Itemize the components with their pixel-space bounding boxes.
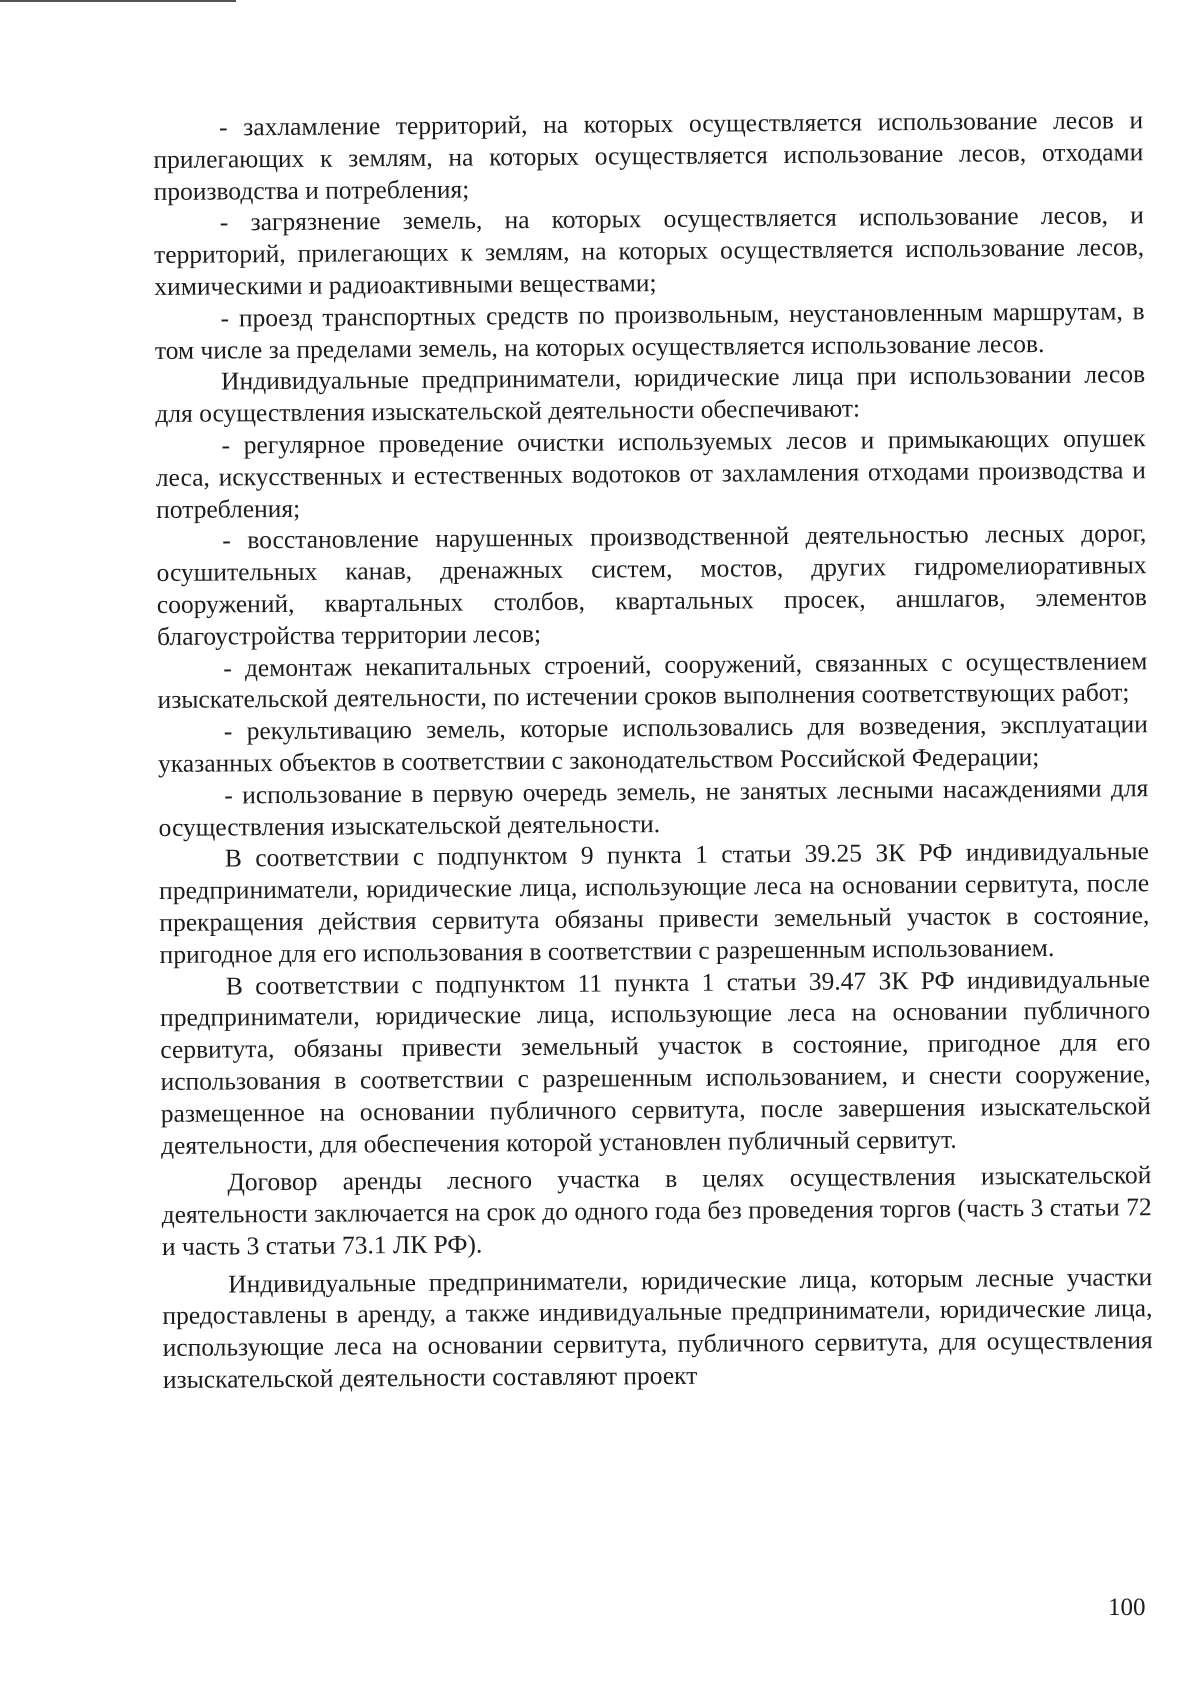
paragraph-1: - захламление территорий, на которых осуществляется использование лесов и прилегающих к землям, на которых осуществляется использование лесов, отходами производства и потребления; [153, 105, 1144, 206]
page-number: 100 [1108, 1594, 1146, 1621]
paragraph-3: - проезд транспортных средств по произвольным, неустановленным маршрутам, в том числе за пределами земель, на которых осуществляется использование лесов. [154, 295, 1145, 365]
paragraph-9: - использование в первую очередь земель, не занятых лесными насаждениями для осуществления изыскательской деятельности. [158, 772, 1149, 842]
paragraph-10: В соответствии с подпунктом 9 пункта 1 статьи 39.25 ЗК РФ индивидуальные предприниматели, юридические лица, использующие леса на основании сервитута, после прекращения действия сервитута обязаны привести земельный участок в состояние, пригодное для его использования в соответствии с разрешенным использованием. [159, 836, 1150, 969]
paragraph-7: - демонтаж некапитальных строений, сооружений, связанных с осуществлением изыскательской деятельности, по истечении сроков выполнения соответствующих работ; [157, 645, 1148, 715]
paragraph-8: - рекультивацию земель, которые использовались для возведения, эксплуатации указанных объектов в соответствии с законодательством Российской Федерации; [158, 709, 1148, 778]
paragraph-13: Индивидуальные предприниматели, юридические лица, которым лесные участки предоставлены в аренду, а также индивидуальные предприниматели, юридические лица, использующие леса на основании сервитута, публичного сервитута, для осуществления изыскательской деятельности составляют проект [162, 1261, 1153, 1395]
paragraph-6: - восстановление нарушенных производственной деятельностью лесных дорог, осушительных канав, дренажных систем, мостов, других гидромелиоративных сооружений, квартальных столбов, квартальных просек, аншлагов, элементов благоустройства территории лесов; [156, 518, 1147, 651]
top-rule [0, 0, 236, 2]
paragraph-12: Договор аренды лесного участка в целях осуществления изыскательской деятельности заключается на срок до одного года без проведения торгов (часть 3 статьи 72 и часть 3 статьи 73.1 ЛК РФ). [161, 1160, 1152, 1261]
paragraph-11: В соответствии с подпунктом 11 пункта 1 статьи 39.47 ЗК РФ индивидуальные предприниматели, юридические лица, использующие леса на основании публичного сервитута, обязаны привести земельный участок в состояние, пригодное для его использования в соответствии с разрешенным использованием, и снести сооружение, размещенное на основании публичного сервитута, после завершения изыскательской деятельности, для обеспечения которой установлен публичный сервитут. [160, 963, 1151, 1160]
paragraph-5: - регулярное проведение очистки используемых лесов и примыкающих опушек леса, искусственных и естественных водотоков от захламления отходами производства и потребления; [155, 423, 1146, 524]
document-body [153, 104, 1153, 1396]
paragraph-2: - загрязнение земель, на которых осуществляется использование лесов, и территорий, прилегающих к землям, на которых осуществляется использование лесов, химическими и радиоактивными веществами; [154, 200, 1145, 301]
paragraph-4: Индивидуальные предприниматели, юридические лица при использовании лесов для осуществления изыскательской деятельности обеспечивают: [155, 359, 1146, 429]
